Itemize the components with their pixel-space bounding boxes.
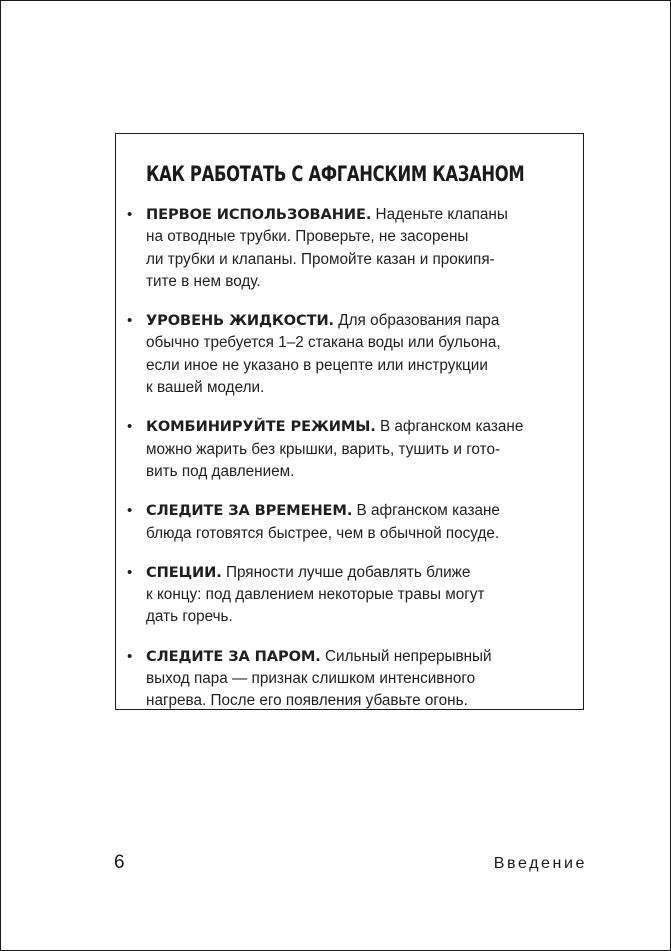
bullet-icon: • [127, 312, 133, 330]
tip-text-line: дать горечь. [146, 608, 233, 626]
bullet-icon: • [127, 647, 133, 665]
tips-box [115, 133, 584, 710]
tip-watch-time [127, 500, 566, 545]
bullet-icon: • [127, 206, 133, 223]
tip-heading: КОМБИНИРУЙТЕ РЕЖИМЫ. [146, 418, 376, 436]
tip-heading: ПЕРВОЕ ИСПОЛЬЗОВАНИЕ. [146, 206, 372, 223]
tip-text-line: Пряности лучше добавлять ближе [221, 563, 471, 581]
tip-text-line: вить под давлением. [146, 462, 295, 480]
tip-first-use [127, 204, 566, 293]
tip-combine-modes [127, 416, 566, 483]
page-number: 6 [114, 852, 125, 873]
tip-spices [127, 562, 566, 629]
tips-list [127, 204, 566, 730]
tip-text-line: можно жарить без крышки, варить, тушить и гото- [146, 440, 501, 458]
bullet-icon: • [127, 563, 133, 581]
tip-text-line: ли трубки и клапаны. Промойте казан и прокипя- [146, 250, 495, 268]
tip-liquid-level [127, 310, 566, 399]
tip-text-line: Сильный непрерывный [320, 647, 492, 665]
box-title: КАК РАБОТАТЬ С АФГАНСКИМ КАЗАНОМ [146, 162, 525, 186]
bullet-icon: • [127, 418, 133, 436]
tip-text-line: нагрева. После его появления убавьте огонь. [146, 692, 468, 710]
tip-text-line: В афганском казане [375, 418, 524, 436]
running-footer-section: Введение [493, 855, 587, 872]
tip-heading: СЛЕДИТЕ ЗА ВРЕМЕНЕМ. [146, 502, 353, 520]
tip-text-line: к концу: под давлением некоторые травы могут [146, 586, 485, 604]
bullet-icon: • [127, 502, 133, 520]
tip-text-line: В афганском казане [352, 502, 500, 520]
tip-text-line: Для образования пара [334, 312, 500, 330]
tip-text-line: выход пара — признак слишком интенсивного [146, 670, 476, 688]
tip-text-line: Наденьте клапаны [371, 206, 508, 223]
tip-text-line: на отводные трубки. Проверьте, не засорены [146, 228, 469, 246]
tip-text-line: если иное не указано в рецепте или инструкции [146, 356, 488, 374]
tip-heading: СПЕЦИИ. [146, 563, 222, 581]
tip-heading: УРОВЕНЬ ЖИДКОСТИ. [146, 312, 334, 330]
tip-text-line: к вашей модели. [146, 379, 265, 397]
tip-watch-steam [127, 646, 566, 713]
tip-text-line: тите в нем воду. [146, 272, 261, 290]
tip-heading: СЛЕДИТЕ ЗА ПАРОМ. [146, 647, 321, 665]
tip-text-line: блюда готовятся быстрее, чем в обычной посуде. [146, 524, 500, 542]
tip-text-line: обычно требуется 1–2 стакана воды или бульона, [146, 334, 501, 352]
